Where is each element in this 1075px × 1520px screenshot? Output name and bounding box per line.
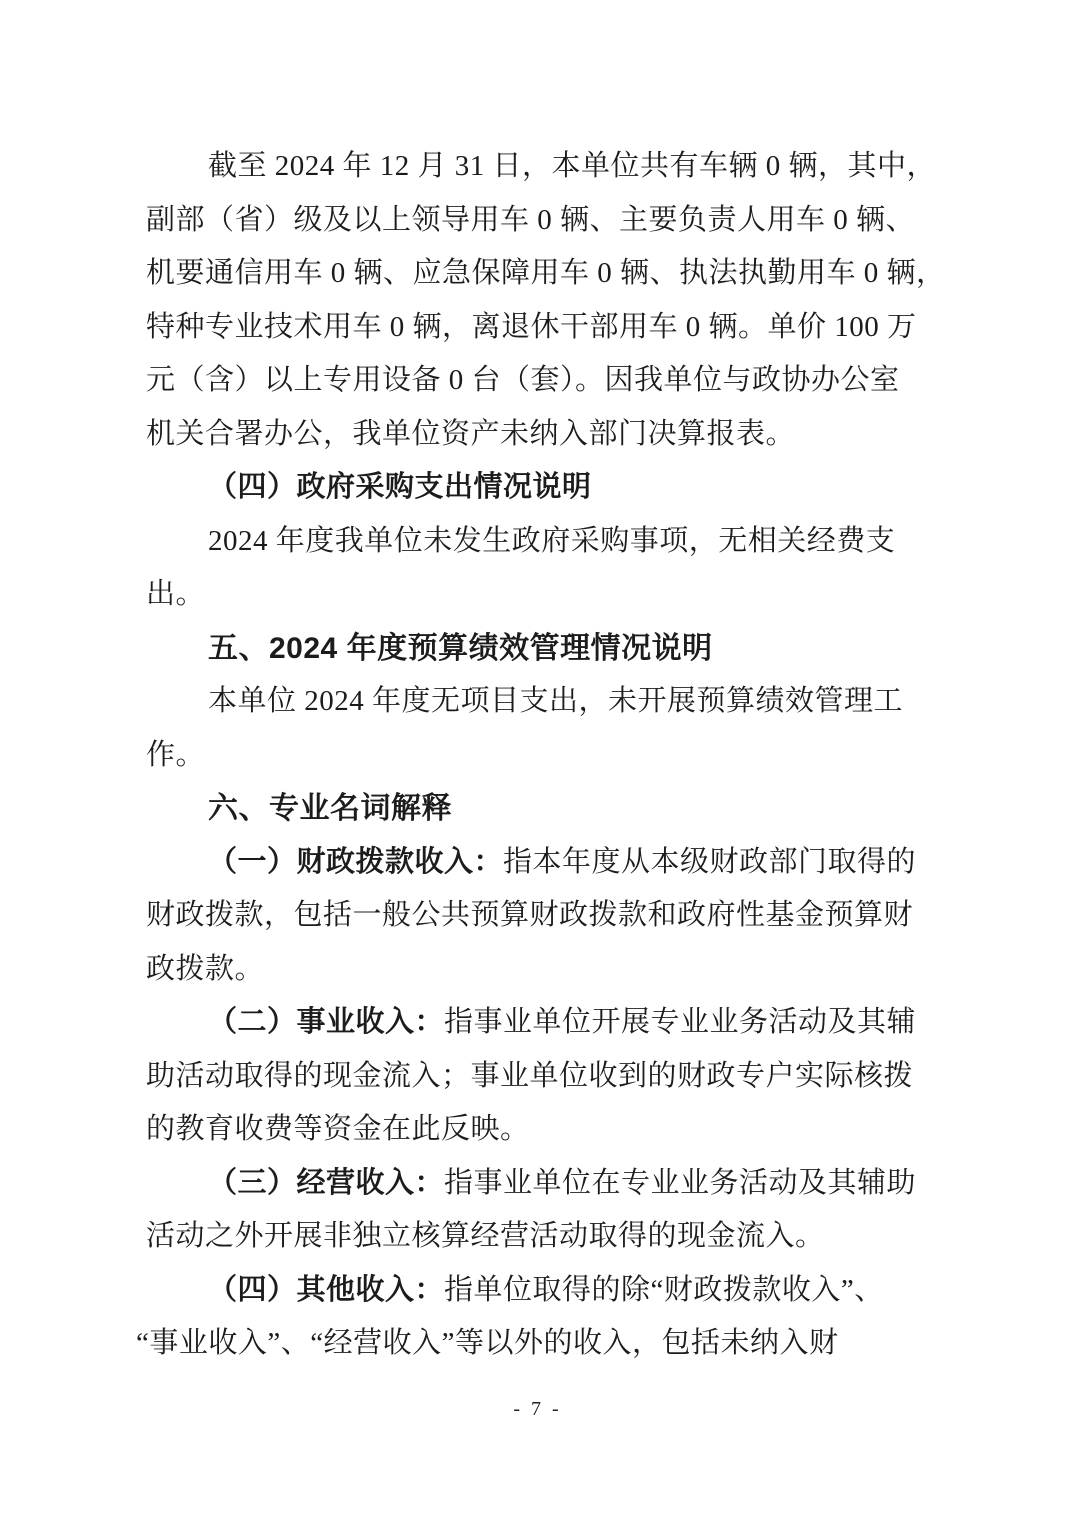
- text-line: [146, 140, 946, 194]
- text-line: [146, 1103, 946, 1157]
- line-text: “事业收入”、“经营收入”等以外的收入，包括未纳入财: [136, 1327, 839, 1359]
- term-label: （四）其他收入：: [208, 1273, 445, 1306]
- text-line: [146, 354, 946, 408]
- text-line: [146, 301, 946, 355]
- text-line: [146, 515, 946, 569]
- text-line: [146, 1210, 946, 1264]
- text-line: [146, 943, 946, 997]
- line-text: 指事业单位在专业业务活动及其辅助: [444, 1166, 917, 1199]
- text-line: [136, 1317, 946, 1371]
- text-line: [146, 1157, 946, 1211]
- line-text: 六、专业名词解释: [208, 792, 452, 825]
- text-line: [146, 889, 946, 943]
- line-text: 助活动取得的现金流入；事业单位收到的财政专户实际核拨: [146, 1059, 914, 1092]
- document-body: [136, 140, 946, 1371]
- text-line: [146, 996, 946, 1050]
- line-text: （四）政府采购支出情况说明: [208, 471, 592, 503]
- term-label: （三）经营收入：: [208, 1166, 445, 1199]
- text-line: [146, 247, 946, 301]
- text-line: [146, 1264, 946, 1318]
- line-text: 指事业单位开展专业业务活动及其辅: [444, 1006, 917, 1038]
- line-text: 机要通信用车 0 辆、应急保障用车 0 辆、执法执勤用车 0 辆，: [146, 257, 946, 289]
- text-line: [146, 729, 946, 783]
- section-heading: [146, 782, 946, 836]
- line-text: 出。: [146, 578, 206, 610]
- term-label: （二）事业收入：: [208, 1006, 445, 1038]
- line-text: 的教育收费等资金在此反映。: [146, 1113, 530, 1145]
- text-line: [146, 836, 946, 890]
- line-text: 政拨款。: [146, 952, 265, 985]
- line-text: 指单位取得的除“财政拨款收入”、: [444, 1273, 884, 1306]
- text-line: [146, 1050, 946, 1104]
- line-text: 机关合署办公，我单位资产未纳入部门决算报表。: [146, 417, 796, 450]
- line-text: 财政拨款，包括一般公共预算财政拨款和政府性基金预算财: [146, 899, 914, 931]
- line-text: 活动之外开展非独立核算经营活动取得的现金流入。: [146, 1220, 825, 1252]
- text-line: [146, 408, 946, 462]
- line-text: 五、2024 年度预算绩效管理情况说明: [208, 631, 713, 665]
- line-text: 指本年度从本级财政部门取得的: [503, 845, 917, 878]
- line-text: 本单位 2024 年度无项目支出，未开展预算绩效管理工: [208, 685, 904, 717]
- text-line: [146, 194, 946, 248]
- section-heading: [146, 461, 946, 515]
- line-text: 作。: [146, 738, 206, 771]
- text-line: [146, 675, 946, 729]
- line-text: 2024 年度我单位未发生政府采购事项，无相关经费支: [208, 524, 896, 557]
- line-text: 元（含）以上专用设备 0 台（套）。因我单位与政协办公室: [146, 364, 900, 396]
- line-text: 副部（省）级及以上领导用车 0 辆、主要负责人用车 0 辆、: [146, 203, 916, 236]
- text-line: [146, 568, 946, 622]
- section-heading: [146, 622, 946, 676]
- term-label: （一）财政拨款收入：: [208, 845, 504, 878]
- line-text: 截至 2024 年 12 月 31 日，本单位共有车辆 0 辆，其中，: [208, 150, 937, 182]
- page-number: - 7 -: [513, 1398, 562, 1420]
- line-text: 特种专业技术用车 0 辆，离退休干部用车 0 辆。单价 100 万: [146, 310, 917, 343]
